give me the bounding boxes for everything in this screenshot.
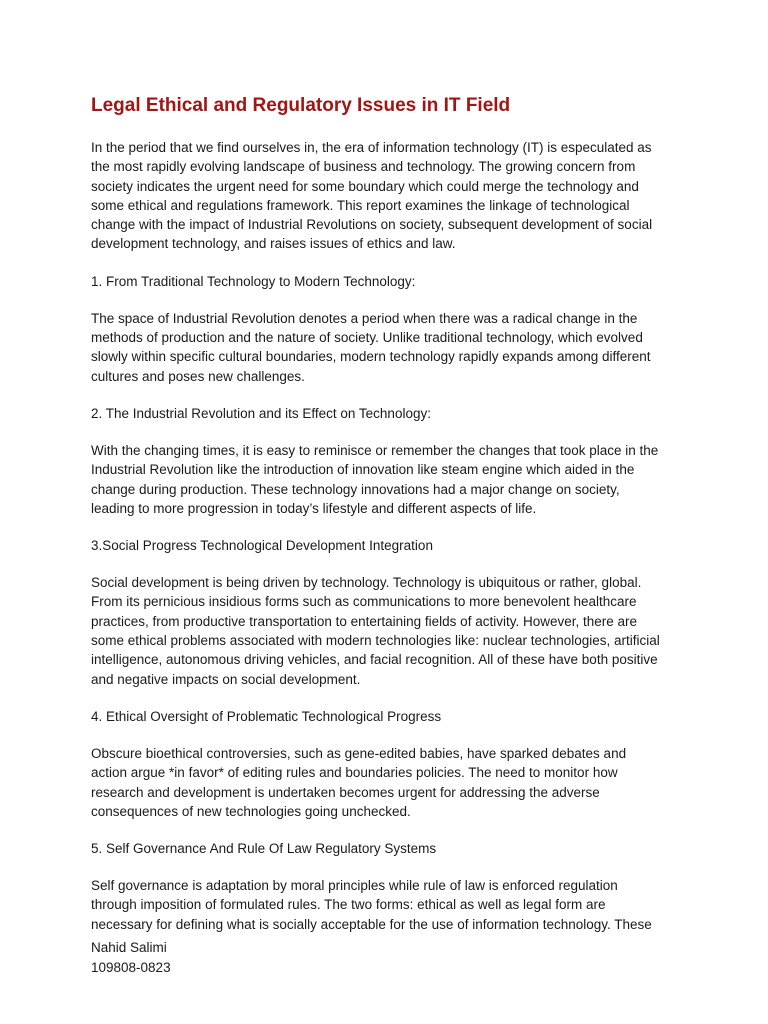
paragraph-line: The space of Industrial Revolution denotes a period when there was a radical change in the — [91, 310, 638, 326]
paragraph-line: From its pernicious insidious forms such as communications to more benevolent healthcare — [91, 594, 637, 610]
section-paragraph-3 — [91, 573, 691, 689]
author-name: Nahid Salimi — [91, 940, 167, 955]
section-paragraph-1 — [91, 309, 691, 386]
paragraph-line: slowly within specific cultural boundaries, modern technology rapidly expands among different — [91, 349, 651, 365]
student-id: 109808-0823 — [91, 959, 171, 975]
paragraph-line: consequences of new technologies going unchecked. — [91, 803, 411, 819]
paragraph-line: Industrial Revolution like the introduction of innovation like steam engine which aided in the — [91, 462, 635, 478]
paragraph-line: leading to more progression in today’s lifestyle and different aspects of life. — [91, 500, 537, 516]
section-paragraph-4 — [91, 744, 691, 821]
paragraph-line: action argue *in favor* of editing rules and boundaries policies. The need to monitor how — [91, 765, 618, 781]
paragraph-line: change during production. These technology innovations had a major change on society, — [91, 481, 620, 497]
section-heading-2: 2. The Industrial Revolution and its Effect on Technology: — [91, 405, 431, 421]
intro-line: society indicates the urgent need for some boundary which could merge the technology and — [91, 178, 639, 194]
intro-paragraph — [91, 138, 691, 254]
intro-line: In the period that we find ourselves in, the era of information technology (IT) is especulated as — [91, 140, 652, 155]
paragraph-line: through imposition of formulated rules. The two forms: ethical as well as legal form are — [91, 897, 606, 913]
paragraph-line: cultures and poses new challenges. — [91, 368, 305, 384]
page-footer — [91, 938, 171, 977]
intro-line: the most rapidly evolving landscape of business and technology. The growing concern from — [91, 159, 636, 175]
paragraph-line: and negative impacts on social development. — [91, 671, 361, 687]
section-heading-1: 1. From Traditional Technology to Modern Technology: — [91, 273, 416, 289]
paragraph-line: some ethical problems associated with modern technologies like: nuclear technologies, artificial — [91, 633, 660, 649]
paragraph-line: Obscure bioethical controversies, such as gene-edited babies, have sparked debates and — [91, 745, 627, 761]
paragraph-line: intelligence, autonomous driving vehicles, and facial recognition. All of these have both positive — [91, 652, 658, 668]
intro-line: change with the impact of Industrial Revolutions on society, subsequent development of social — [91, 217, 653, 233]
section-heading-5: 5. Self Governance And Rule Of Law Regulatory Systems — [91, 841, 437, 857]
paragraph-line: With the changing times, it is easy to reminisce or remember the changes that took place in the — [91, 442, 659, 458]
paragraph-line: methods of production and the nature of society. Unlike traditional technology, which evolved — [91, 330, 643, 346]
intro-line: some ethical and regulations framework. This report examines the linkage of technological — [91, 197, 630, 213]
intro-line: development technology, and raises issues of ethics and law. — [91, 236, 456, 252]
paragraph-line: research and development is undertaken becomes urgent for addressing the adverse — [91, 784, 600, 800]
paragraph-line: Self governance is adaptation by moral principles while rule of law is enforced regulation — [91, 878, 618, 894]
paragraph-line: Social development is being driven by technology. Technology is ubiquitous or rather, global. — [91, 575, 642, 591]
section-heading-4: 4. Ethical Oversight of Problematic Technological Progress — [91, 708, 442, 724]
section-paragraph-5 — [91, 876, 691, 934]
section-heading-3: 3.Social Progress Technological Development Integration — [91, 538, 433, 554]
section-paragraph-2 — [91, 441, 691, 518]
document-title: Legal Ethical and Regulatory Issues in IT Field — [91, 95, 511, 116]
document-body — [91, 94, 691, 952]
paragraph-line: practices, from productive transportation to entertaining fields of activity. However, there are — [91, 613, 638, 629]
paragraph-line: necessary for defining what is socially acceptable for the use of information technology. These — [91, 916, 652, 932]
